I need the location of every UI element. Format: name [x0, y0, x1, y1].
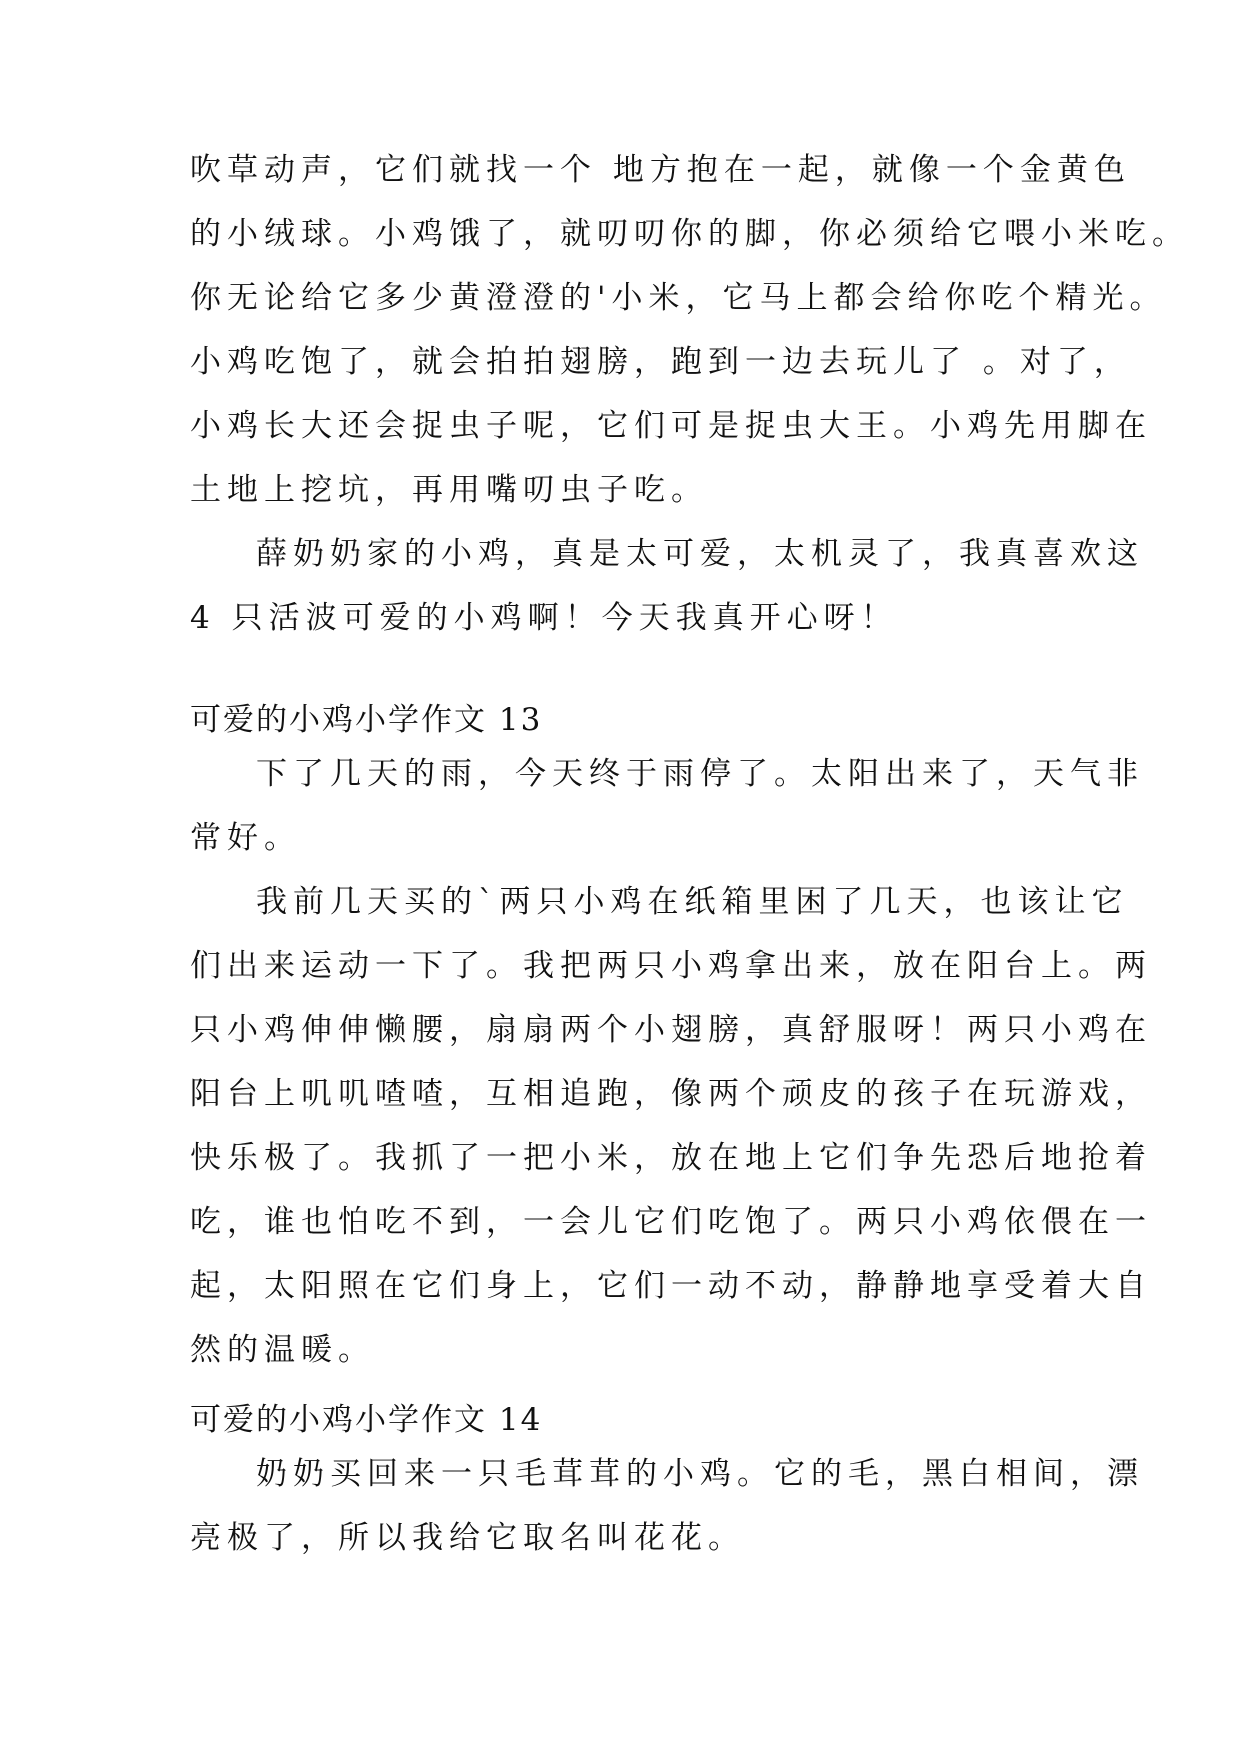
text-line: 土地上挖坑，再用嘴叨虫子吃。	[190, 472, 708, 508]
text-line: 奶奶买回来一只毛茸茸的小鸡。它的毛，黑白相间，漂	[256, 1456, 1144, 1492]
essay-13-paragraph-1	[190, 742, 1144, 870]
text-line: 快乐极了。我抓了一把小米，放在地上它们争先恐后地抢着	[190, 1140, 1152, 1176]
essay-14-heading: 可爱的小鸡小学作文 14	[190, 1402, 543, 1438]
essay-14-paragraph-1	[190, 1442, 1144, 1570]
text-line: 亮极了，所以我给它取名叫花花。	[190, 1520, 745, 1556]
text-line: 4 只活波可爱的小鸡啊！今天我真开心呀！	[190, 600, 898, 636]
text-line: 小鸡吃饱了，就会拍拍翅膀，跑到一边去玩儿了 。对了，	[190, 344, 1131, 380]
essay-14-heading-block	[190, 1390, 1070, 1450]
text-line: 小鸡长大还会捉虫子呢，它们可是捉虫大王。小鸡先用脚在	[190, 408, 1152, 444]
essay-13-paragraph-2	[190, 870, 1152, 1382]
text-line: 下了几天的雨，今天终于雨停了。太阳出来了，天气非	[256, 756, 1144, 792]
text-line: 薛奶奶家的小鸡，真是太可爱，太机灵了，我真喜欢这	[256, 536, 1144, 572]
text-line: 只小鸡伸伸懒腰，扇扇两个小翅膀，真舒服呀！两只小鸡在	[190, 1012, 1152, 1048]
text-line: 吃，谁也怕吃不到，一会儿它们吃饱了。两只小鸡依偎在一	[190, 1204, 1152, 1240]
text-line: 常好。	[190, 820, 301, 856]
essay-13-heading-block	[190, 690, 1070, 750]
text-line: 你无论给它多少黄澄澄的'小米，它马上都会给你吃个精光。	[190, 280, 1167, 316]
text-line: 阳台上叽叽喳喳，互相追跑，像两个顽皮的孩子在玩游戏，	[190, 1076, 1152, 1112]
text-line: 们出来运动一下了。我把两只小鸡拿出来，放在阳台上。两	[190, 948, 1152, 984]
text-line: 吹草动声，它们就找一个 地方抱在一起，就像一个金黄色	[190, 152, 1131, 188]
text-line: 我前几天买的`两只小鸡在纸箱里困了几天，也该让它	[256, 884, 1129, 920]
text-line: 然的温暖。	[190, 1332, 375, 1368]
continued-essay-paragraph	[190, 138, 1189, 522]
text-line: 的小绒球。小鸡饿了，就叨叨你的脚，你必须给它喂小米吃。	[190, 216, 1189, 252]
essay-13-heading: 可爱的小鸡小学作文 13	[190, 702, 543, 738]
closing-paragraph	[190, 522, 1144, 650]
text-line: 起，太阳照在它们身上，它们一动不动，静静地享受着大自	[190, 1268, 1152, 1304]
